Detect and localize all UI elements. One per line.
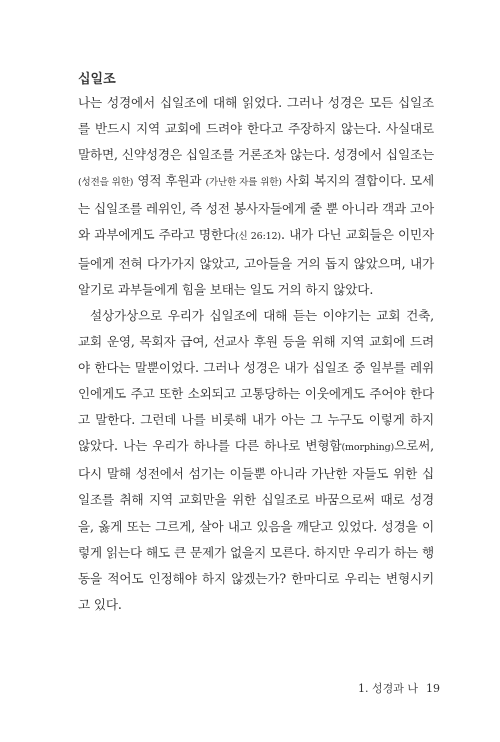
text-run: 으로써, 다시 말해 성전에서 섬기는 이들뿐 아니라 가난한 자들도 위한 십일조를 취해 지역 교회만을 위한 십일조로 바꿈으로써 때로 성경을, 옳게 또는 그르게, 살아 내고 있음을 깨닫고 있었다. 성경을 이렇게 읽는다 해도 큰 문제가 없을지 모른다. 하지만 우리가 하는 행동을 적어도 인정해야 하지 않겠는가? 한마디로 우리는 변형시키고 있다.	[78, 438, 434, 612]
parenthetical-note: (morphing)	[341, 442, 395, 454]
chapter-label: 1. 성경과 나	[358, 682, 418, 695]
text-run: 설상가상으로 우리가 십일조에 대해 듣는 이야기는 교회 건축, 교회 운영, 목회자 급여, 선교사 후원 등을 위해 지역 교회에 드려야 한다는 말뿐이었다. 그러나 성경은 내가 십일조 중 일부를 레위인에게도 주고 또한 소외되고 고통당하는 이웃에게도 주어야 한다고 말한다. 그런데 나를 비롯해 내가 아는 그 누구도 이렇게 하지 않았다. 나는 우리가 하나를 다른 하나로 변형함	[78, 307, 434, 454]
scripture-reference: (신 26:12)	[234, 231, 281, 243]
text-run: 사회 복지의 결합이다. 모세는 십일조를 레위인, 즉 성전 봉사자들에게 줄 뿐 아니라 객과 고아와 과부에게도 주라고 명한다	[78, 173, 435, 243]
text-run: . 내가 다닌 교회들은 이민자들에게 전혀 다가가지 않았고, 고아들을 거의 돕지 않았으며, 내가 알기로 과부들에게 힘을 보태는 일도 거의 하지 않았다.	[78, 227, 435, 297]
paragraph-1	[78, 90, 434, 303]
section-title: 십일조	[78, 72, 116, 87]
parenthetical-note: (가난한 자를 위한)	[205, 177, 282, 189]
body-text	[78, 90, 434, 618]
text-run: 나는 성경에서 십일조에 대해 읽었다. 그러나 성경은 모든 십일조를 반드시 지역 교회에 드려야 한다고 주장하지 않는다. 사실대로 말하면, 신약성경은 십일조를 거론조차 않는다. 성경에서 십일조는	[78, 95, 434, 163]
page-footer	[358, 680, 440, 696]
parenthetical-note: (성전을 위한)	[78, 177, 134, 189]
text-run: 영적 후원과	[133, 173, 206, 189]
page-number: 19	[426, 682, 440, 695]
paragraph-2	[78, 303, 434, 618]
